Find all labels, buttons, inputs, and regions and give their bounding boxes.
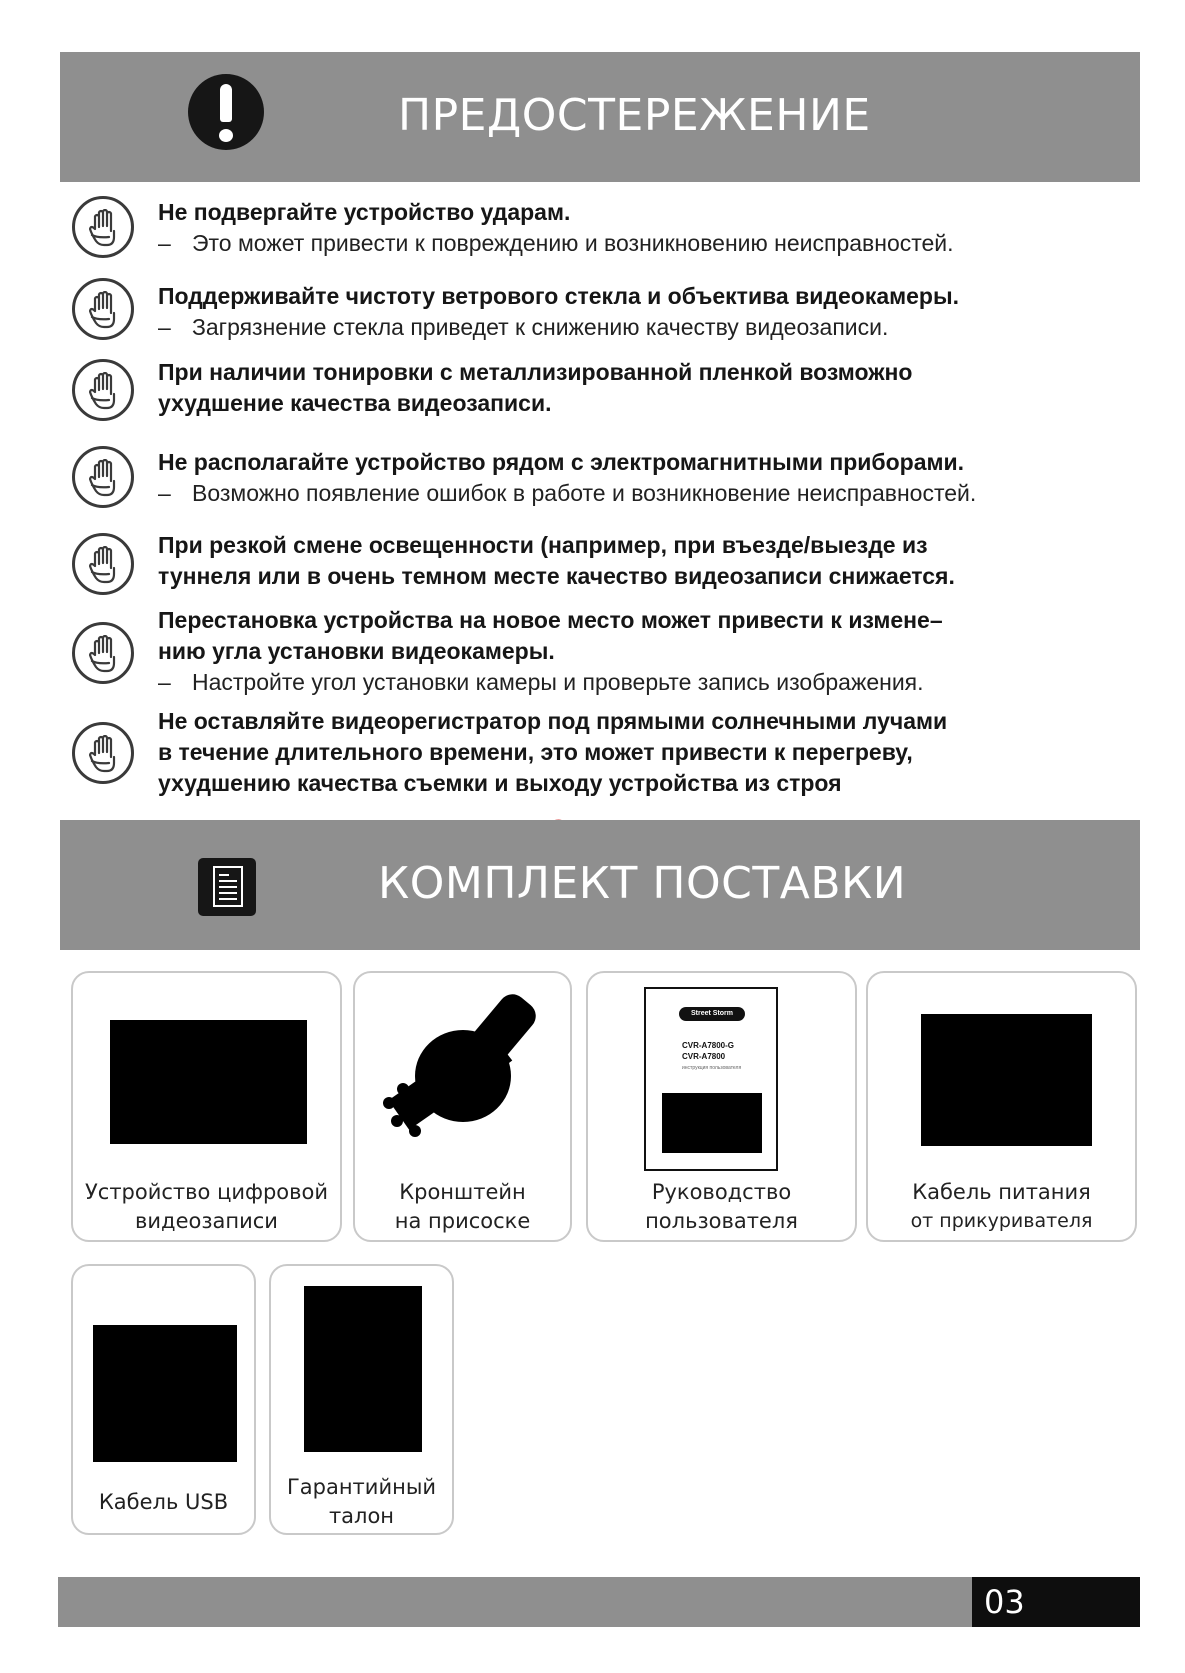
card-usb-cable (71, 1264, 256, 1535)
usb-cable-image (93, 1325, 237, 1462)
card-manual (586, 971, 857, 1242)
precaution-item (158, 706, 1118, 799)
card-label: Кронштейн (399, 1180, 526, 1204)
precaution-item (158, 530, 1118, 592)
mount-image (375, 991, 555, 1141)
card-label: на присоске (394, 1209, 531, 1233)
card-label: талон (328, 1504, 395, 1528)
manual-image (644, 987, 778, 1171)
precaution-item (158, 357, 1118, 419)
precaution-heading: При наличии тонировки с металлизированной пленкой возможно (158, 359, 913, 385)
card-label: Гарантийный (286, 1475, 437, 1499)
precaution-note (158, 667, 1118, 698)
package-title: КОМПЛЕКТ ПОСТАВКИ (378, 858, 907, 909)
precaution-heading: ухудшению качества съемки и выходу устройства из строя (158, 770, 842, 796)
exclamation-icon (188, 74, 264, 150)
stop-hand-icon (72, 446, 134, 508)
precaution-note-text: Возможно появление ошибок в работе и возникновение неисправностей. (192, 480, 977, 506)
precaution-note-text: Это может привести к повреждению и возникновению неисправностей. (192, 230, 954, 256)
precaution-note-text: Загрязнение стекла приведет к снижению качеству видеозаписи. (192, 314, 889, 340)
card-dvr (71, 971, 342, 1242)
stop-hand-icon (72, 196, 134, 258)
precaution-header (60, 52, 1140, 182)
stop-hand-icon (72, 622, 134, 684)
card-label: видеозаписи (135, 1209, 278, 1233)
card-label: от прикуривателя (910, 1210, 1093, 1232)
card-label: Устройство цифровой (84, 1180, 329, 1204)
precaution-item (158, 605, 1118, 698)
precaution-item (158, 197, 1118, 259)
stop-hand-icon (72, 533, 134, 595)
manual-model: CVR-A7800 (682, 1052, 726, 1061)
package-header (60, 820, 1140, 950)
manual-model: CVR-A7800-G (682, 1041, 735, 1050)
dash: – (158, 230, 171, 256)
precaution-note (158, 312, 1118, 343)
dash: – (158, 314, 171, 340)
dash: – (158, 669, 171, 695)
card-label: пользователя (645, 1209, 798, 1233)
precaution-note-text: Настройте угол установки камеры и проверьте запись изображения. (192, 669, 924, 695)
street-storm-logo: Street Storm (679, 1007, 745, 1021)
precaution-heading: туннеля или в очень темном месте качество видеозаписи снижается. (158, 563, 955, 589)
stop-hand-icon (72, 278, 134, 340)
precaution-note (158, 478, 1118, 509)
dvr-image (110, 1020, 307, 1144)
precaution-title: ПРЕДОСТЕРЕЖЕНИЕ (398, 90, 871, 141)
precaution-item (158, 447, 1118, 509)
document-icon (198, 858, 256, 916)
card-label: Кабель USB (98, 1490, 229, 1514)
page-number: 03 (972, 1577, 1140, 1627)
manual-subtitle: инструкция пользователя (682, 1065, 742, 1071)
dash: – (158, 480, 171, 506)
stop-hand-icon (72, 722, 134, 784)
precaution-heading: Не располагайте устройство рядом с электромагнитными приборами. (158, 449, 965, 475)
card-power-cable (866, 971, 1137, 1242)
precaution-heading: При резкой смене освещенности (например, при въезде/выезде из (158, 532, 928, 558)
precaution-heading: в течение длительного времени, это может привести к перегреву, (158, 739, 913, 765)
precaution-heading: нию угла установки видеокамеры. (158, 638, 555, 664)
precaution-item (158, 281, 1118, 343)
power-cable-image (921, 1014, 1092, 1146)
precaution-heading: ухудшение качества видеозаписи. (158, 390, 552, 416)
precaution-heading: Не оставляйте видеорегистратор под прямыми солнечными лучами (158, 708, 948, 734)
manual-cover-image (662, 1093, 762, 1153)
precaution-note (158, 228, 1118, 259)
warranty-image (304, 1286, 422, 1452)
card-warranty (269, 1264, 454, 1535)
precaution-heading: Не подвергайте устройство ударам. (158, 199, 571, 225)
card-mount (353, 971, 572, 1242)
precaution-heading: Перестановка устройства на новое место может привести к измене– (158, 607, 943, 633)
precaution-heading: Поддерживайте чистоту ветрового стекла и объектива видеокамеры. (158, 283, 960, 309)
stop-hand-icon (72, 359, 134, 421)
card-label: Руководство (651, 1180, 792, 1204)
card-label: Кабель питания (912, 1180, 1091, 1204)
